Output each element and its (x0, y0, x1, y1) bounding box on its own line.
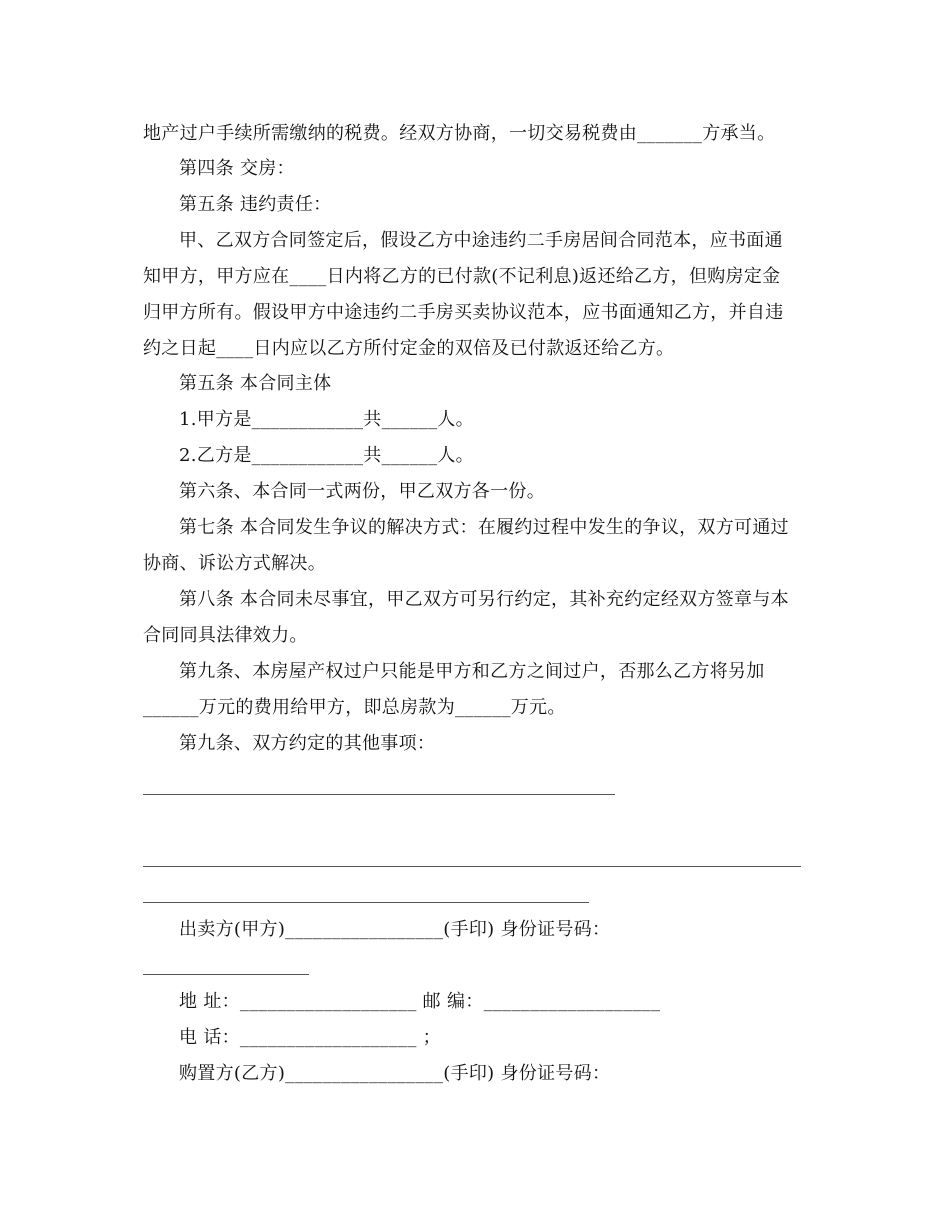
clause-eight-line: 第八条 本合同未尽事宜，甲乙双方可另行约定，其补充约定经双方签章与本 (179, 589, 789, 610)
party-a-line: 1.甲方是____________共______人。 (179, 409, 474, 430)
buyer-signature-line: 购置方(乙方)_________________(手印) 身份证号码： (179, 1063, 611, 1084)
clause-four-heading: 第四条 交房： (179, 158, 295, 179)
clause-seven-line: 协商、诉讼方式解决。 (143, 553, 326, 574)
blank-fill-line (143, 902, 589, 903)
seller-signature-line: 出卖方(甲方)_________________(手印) 身份证号码： (179, 919, 611, 940)
breach-paragraph-line: 知甲方，甲方应在____日内将乙方的已付款(不记利息)返还给乙方，但购房定金 (143, 266, 781, 287)
breach-paragraph-line: 约之日起____日内应以乙方所付定金的双倍及已付款返还给乙方。 (143, 338, 675, 359)
other-matters-heading: 第九条、双方约定的其他事项： (179, 733, 436, 754)
blank-fill-line (143, 866, 801, 867)
contract-parties-heading: 第五条 本合同主体 (179, 373, 332, 394)
blank-fill-line (143, 794, 615, 795)
clause-seven-line: 第七条 本合同发生争议的解决方式：在履约过程中发生的争议，双方可通过 (179, 517, 789, 538)
address-postcode-line: 地 址：___________________ 邮 编：___________________ (179, 991, 661, 1012)
seller-id-blank-line (143, 974, 309, 975)
phone-line: 电 话：___________________ ； (179, 1027, 441, 1048)
clause-eight-line: 合同同具法律效力。 (143, 625, 308, 646)
clause-nine-line: 第九条、本房屋产权过户只能是甲方和乙方之间过户，否那么乙方将另加 (179, 661, 765, 682)
clause-nine-line: ______万元的费用给甲方，即总房款为______万元。 (143, 697, 566, 718)
clause-six-line: 第六条、本合同一式两份，甲乙双方各一份。 (179, 481, 545, 502)
breach-paragraph-line: 归甲方所有。假设甲方中途违约二手房买卖协议范本，应书面通知乙方，并自违 (143, 302, 784, 323)
breach-paragraph-line: 甲、乙双方合同签定后，假设乙方中途违约二手房居间合同范本，应书面通 (179, 230, 783, 251)
clause-five-heading: 第五条 违约责任： (179, 194, 332, 215)
party-b-line: 2.乙方是____________共______人。 (179, 445, 474, 466)
paragraph-line-tax-burden: 地产过户手续所需缴纳的税费。经双方协商，一切交易税费由_______方承当。 (143, 123, 776, 144)
